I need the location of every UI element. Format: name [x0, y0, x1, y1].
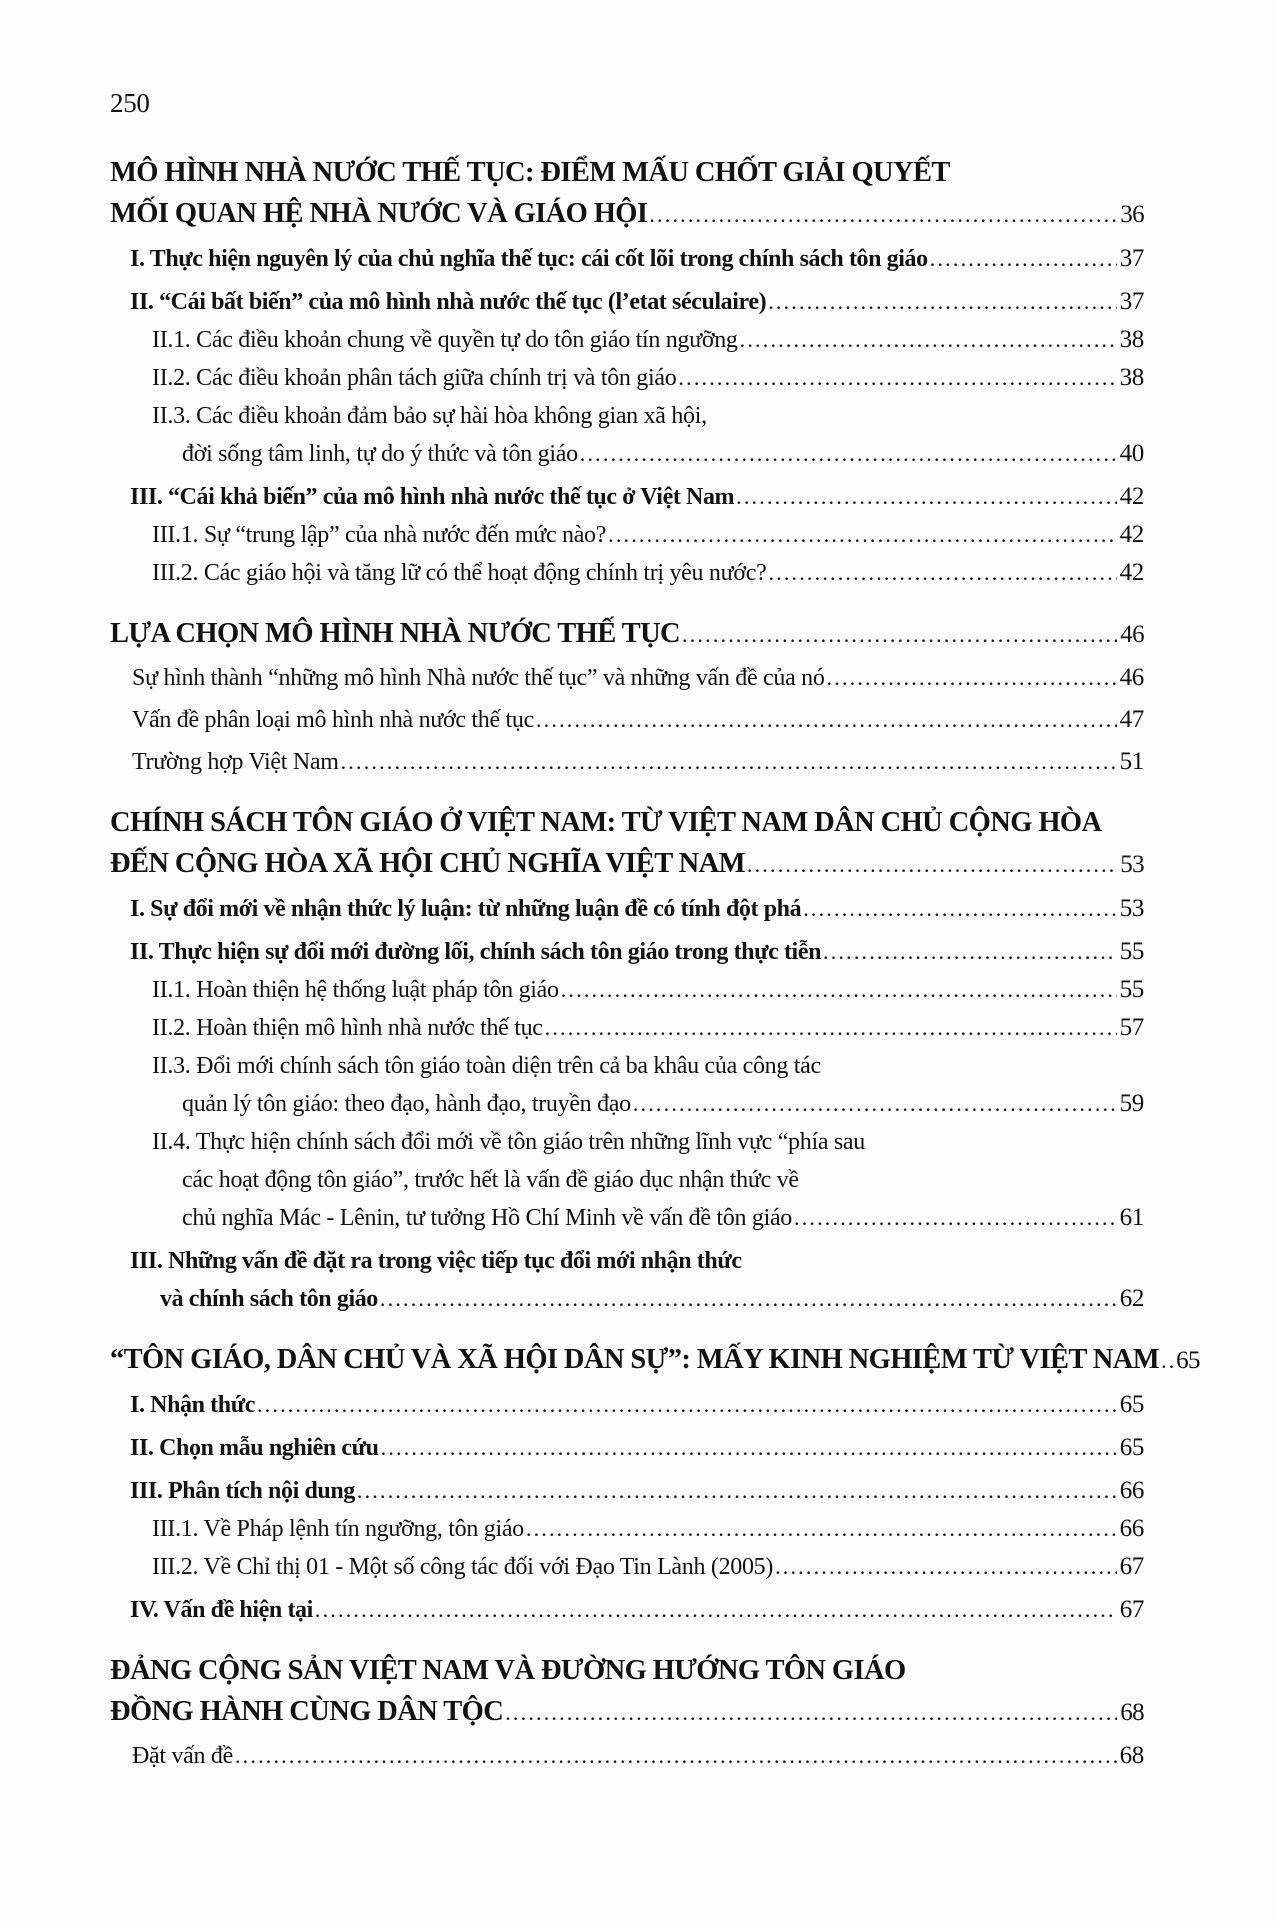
- toc-page-number: 42: [1119, 559, 1144, 586]
- dot-leader: [235, 1737, 1117, 1775]
- toc-entry: [110, 1510, 1144, 1548]
- toc-entry: [110, 359, 1144, 397]
- toc-entry: [110, 1009, 1144, 1047]
- toc-entry-line: [152, 1161, 1144, 1199]
- dot-leader: [747, 843, 1117, 885]
- toc-entry-line: [130, 1472, 1144, 1510]
- dot-leader: [803, 890, 1117, 928]
- toc-entry-text: I. Sự đổi mới về nhận thức lý luận: từ những luận đề có tính đột phá: [130, 896, 802, 922]
- toc-entry: [110, 1242, 1144, 1318]
- toc-entry-line: [110, 613, 1144, 655]
- toc-entry-text: I. Nhận thức: [130, 1392, 255, 1418]
- toc-entry-line: [110, 1339, 1200, 1381]
- toc-page-number: 47: [1119, 706, 1144, 733]
- toc-entry-line: [130, 478, 1144, 516]
- toc-entry-text: Vấn đề phân loại mô hình nhà nước thế tục: [132, 707, 534, 733]
- toc-entry-text: MỐI QUAN HỆ NHÀ NƯỚC VÀ GIÁO HỘI: [110, 198, 648, 229]
- toc-entry-text: MÔ HÌNH NHÀ NƯỚC THẾ TỤC: ĐIỂM MẤU CHỐT GIẢI QUYẾT: [110, 157, 950, 188]
- toc-entry: [110, 743, 1144, 781]
- toc-page-number: 38: [1119, 364, 1144, 391]
- toc-entry: [110, 933, 1144, 971]
- dot-leader: [608, 516, 1116, 554]
- toc-entry-text: III.1. Sự “trung lập” của nhà nước đến mức nào?: [152, 522, 607, 548]
- toc-entry: [110, 659, 1144, 697]
- toc-entry-line: [152, 1548, 1144, 1586]
- toc-entry: [110, 283, 1144, 321]
- toc-page-number: 61: [1119, 1204, 1144, 1231]
- dot-leader: [649, 193, 1117, 235]
- toc-entry: [110, 152, 1144, 235]
- dot-leader: [315, 1591, 1117, 1629]
- toc-entry-text: II.2. Các điều khoản phân tách giữa chính trị và tôn giáo: [152, 365, 677, 391]
- toc-entry-text: IV. Vấn đề hiện tại: [130, 1597, 313, 1623]
- dot-leader: [823, 933, 1117, 971]
- toc-entry-line: [110, 1650, 1144, 1691]
- toc-entry-line: [130, 283, 1144, 321]
- toc-entry: [110, 1650, 1144, 1733]
- dot-leader: [561, 971, 1117, 1009]
- toc-entry-line: [130, 1591, 1144, 1629]
- toc-page-number: 42: [1119, 521, 1144, 548]
- dot-leader: [526, 1510, 1117, 1548]
- toc-entry: [110, 971, 1144, 1009]
- toc-page-number: 65: [1119, 1391, 1144, 1418]
- toc-entry: [110, 516, 1144, 554]
- toc-entry-text: Đặt vấn đề: [132, 1743, 233, 1769]
- toc-entry-line: [132, 743, 1144, 781]
- toc-page-number: 66: [1119, 1515, 1144, 1542]
- toc-entry-text: II. “Cái bất biến” của mô hình nhà nước thế tục (l’etat séculaire): [130, 289, 767, 315]
- dot-leader: [682, 613, 1117, 655]
- toc-page-number: 66: [1119, 1477, 1144, 1504]
- toc-page-number: 46: [1120, 621, 1144, 648]
- dot-leader: [380, 1280, 1117, 1318]
- toc-entry: [110, 1123, 1144, 1237]
- toc-entry-line: [152, 359, 1144, 397]
- toc-entry-text: III.2. Các giáo hội và tăng lữ có thể hoạt động chính trị yêu nước?: [152, 560, 767, 586]
- toc-page-number: 37: [1119, 245, 1144, 272]
- page-number: 250: [110, 88, 150, 118]
- toc-page-number: 40: [1119, 440, 1144, 467]
- toc-list: [110, 152, 1200, 1775]
- toc-entry-line: [130, 890, 1144, 928]
- dot-leader: [357, 1472, 1117, 1510]
- toc-entry-line: [132, 659, 1144, 697]
- toc-entry-line: [152, 1510, 1144, 1548]
- toc-entry-text: và chính sách tôn giáo: [160, 1286, 378, 1312]
- toc-entry: [110, 240, 1144, 278]
- toc-entry-line: [130, 1386, 1144, 1424]
- toc-entry: [110, 1737, 1144, 1775]
- toc-entry-line: [132, 1737, 1144, 1775]
- toc-entry-line: [152, 1085, 1144, 1123]
- toc-entry-text: III.2. Về Chỉ thị 01 - Một số công tác đối với Đạo Tin Lành (2005): [152, 1554, 774, 1580]
- toc-entry-line: [152, 554, 1144, 592]
- toc-entry-text: II.3. Đổi mới chính sách tôn giáo toàn diện trên cả ba khâu của công tác: [152, 1053, 821, 1079]
- dot-leader: [505, 1691, 1117, 1733]
- toc-entry: [110, 1548, 1144, 1586]
- toc-entry-line: [152, 516, 1144, 554]
- toc-page-number: 42: [1119, 483, 1144, 510]
- dot-leader: [768, 283, 1117, 321]
- toc-page-number: 59: [1119, 1090, 1144, 1117]
- toc-entry-line: [130, 1242, 1144, 1280]
- toc-entry: [110, 1047, 1144, 1123]
- toc-page-number: 51: [1119, 748, 1144, 775]
- toc-entry: [110, 613, 1144, 655]
- toc-entry-text: III. “Cái khả biến” của mô hình nhà nước thế tục ở Việt Nam: [130, 484, 735, 510]
- toc-page-number: 67: [1119, 1596, 1144, 1623]
- toc-page-number: 55: [1119, 938, 1144, 965]
- toc-entry-text: Sự hình thành “những mô hình Nhà nước thế tục” và những vấn đề của nó: [132, 665, 825, 691]
- dot-leader: [736, 478, 1117, 516]
- toc-entry-line: [152, 1123, 1144, 1161]
- toc-entry-line: [130, 1429, 1144, 1467]
- toc-entry-text: CHÍNH SÁCH TÔN GIÁO Ở VIỆT NAM: TỪ VIỆT NAM DÂN CHỦ CỘNG HÒA: [110, 807, 1102, 838]
- toc-entry-line: [152, 1199, 1144, 1237]
- toc-entry-line: [152, 435, 1144, 473]
- toc-entry-text: III. Phân tích nội dung: [130, 1478, 355, 1504]
- toc-entry-line: [130, 240, 1144, 278]
- toc-entry-line: [110, 802, 1144, 843]
- toc-entry: [110, 1472, 1144, 1510]
- toc-entry-text: II.1. Các điều khoản chung về quyền tự do tôn giáo tín ngưỡng: [152, 327, 738, 353]
- dot-leader: [381, 1429, 1117, 1467]
- toc-page-number: 38: [1119, 326, 1144, 353]
- toc-page-number: 55: [1119, 976, 1144, 1003]
- toc-entry: [110, 890, 1144, 928]
- toc-entry-line: [152, 1009, 1144, 1047]
- dot-leader: [257, 1386, 1117, 1424]
- toc-entry-line: [110, 193, 1144, 235]
- toc-entry-text: chủ nghĩa Mác - Lênin, tư tưởng Hồ Chí Minh về vấn đề tôn giáo: [182, 1205, 792, 1231]
- toc-entry-text: II.4. Thực hiện chính sách đổi mới về tôn giáo trên những lĩnh vực “phía sau: [152, 1129, 865, 1155]
- toc-entry: [110, 1339, 1200, 1381]
- dot-leader: [827, 659, 1117, 697]
- dot-leader: [678, 359, 1116, 397]
- toc-page-number: 65: [1176, 1347, 1200, 1374]
- toc-entry-line: [110, 152, 1144, 193]
- toc-entry-line: [130, 1280, 1144, 1318]
- dot-leader: [536, 701, 1117, 739]
- toc-entry-text: II. Thực hiện sự đổi mới đường lối, chính sách tôn giáo trong thực tiễn: [130, 939, 822, 965]
- toc-entry-text: II. Chọn mẫu nghiên cứu: [130, 1435, 379, 1461]
- toc-entry-text: quản lý tôn giáo: theo đạo, hành đạo, truyền đạo: [182, 1091, 631, 1117]
- toc-entry-text: II.3. Các điều khoản đảm bảo sự hài hòa không gian xã hội,: [152, 403, 707, 429]
- dot-leader: [580, 435, 1117, 473]
- toc-entry-text: I. Thực hiện nguyên lý của chủ nghĩa thế tục: cái cốt lõi trong chính sách tôn giáo: [130, 246, 928, 272]
- toc-entry-text: II.1. Hoàn thiện hệ thống luật pháp tôn giáo: [152, 977, 559, 1003]
- toc-entry: [110, 701, 1144, 739]
- toc-entry-text: “TÔN GIÁO, DÂN CHỦ VÀ XÃ HỘI DÂN SỰ”: MẤY KINH NGHIỆM TỪ VIỆT NAM: [110, 1344, 1160, 1375]
- toc-entry: [110, 397, 1144, 473]
- toc-entry-line: [152, 971, 1144, 1009]
- toc-entry: [110, 802, 1144, 885]
- toc-entry: [110, 1386, 1144, 1424]
- toc-entry: [110, 478, 1144, 516]
- dot-leader: [930, 240, 1117, 278]
- toc-entry-line: [130, 933, 1144, 971]
- toc-entry-line: [152, 1047, 1144, 1085]
- dot-leader: [740, 321, 1117, 359]
- toc-entry-text: đời sống tâm linh, tự do ý thức và tôn giáo: [182, 441, 578, 467]
- toc-entry-line: [152, 321, 1144, 359]
- toc-page-number: 62: [1119, 1285, 1144, 1312]
- toc-entry: [110, 554, 1144, 592]
- toc-page-number: 68: [1119, 1742, 1144, 1769]
- dot-leader: [341, 743, 1117, 781]
- toc-entry-text: Trường hợp Việt Nam: [132, 749, 339, 775]
- dot-leader: [794, 1199, 1117, 1237]
- toc-entry: [110, 1429, 1144, 1467]
- toc-page-number: 37: [1119, 288, 1144, 315]
- toc-entry-line: [152, 397, 1144, 435]
- toc-entry-text: II.2. Hoàn thiện mô hình nhà nước thế tục: [152, 1015, 543, 1041]
- toc-entry: [110, 321, 1144, 359]
- dot-leader: [1161, 1339, 1173, 1381]
- toc-entry-text: III.1. Về Pháp lệnh tín ngưỡng, tôn giáo: [152, 1516, 524, 1542]
- toc-page-number: 57: [1119, 1014, 1144, 1041]
- toc-entry-line: [110, 1691, 1144, 1733]
- dot-leader: [545, 1009, 1117, 1047]
- toc-entry: [110, 1591, 1144, 1629]
- toc-page-number: 36: [1120, 201, 1144, 228]
- toc-page-number: 53: [1119, 895, 1144, 922]
- toc-entry-text: ĐẾN CỘNG HÒA XÃ HỘI CHỦ NGHĨA VIỆT NAM: [110, 848, 745, 879]
- dot-leader: [768, 554, 1116, 592]
- dot-leader: [775, 1548, 1117, 1586]
- toc-entry-text: ĐẢNG CỘNG SẢN VIỆT NAM VÀ ĐƯỜNG HƯỚNG TÔN GIÁO: [110, 1655, 906, 1686]
- toc-page-number: 53: [1120, 851, 1144, 878]
- dot-leader: [633, 1085, 1117, 1123]
- toc-entry-text: III. Những vấn đề đặt ra trong việc tiếp tục đổi mới nhận thức: [130, 1248, 742, 1274]
- toc-page-number: 46: [1119, 664, 1144, 691]
- toc-entry-text: LỰA CHỌN MÔ HÌNH NHÀ NƯỚC THẾ TỤC: [110, 618, 681, 649]
- toc-entry-line: [132, 701, 1144, 739]
- toc-entry-line: [110, 843, 1144, 885]
- toc-page-number: 65: [1119, 1434, 1144, 1461]
- toc-page-number: 68: [1120, 1699, 1144, 1726]
- toc-entry-text: ĐỒNG HÀNH CÙNG DÂN TỘC: [110, 1696, 504, 1727]
- toc-entry-text: các hoạt động tôn giáo”, trước hết là vấn đề giáo dục nhận thức về: [182, 1167, 799, 1193]
- toc-page-number: 67: [1119, 1553, 1144, 1580]
